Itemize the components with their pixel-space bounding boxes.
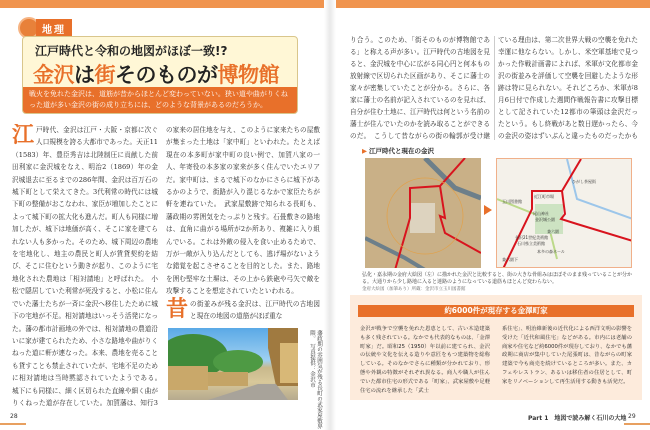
- drop-cap: 江: [12, 124, 35, 148]
- old-map-drawing: [365, 158, 481, 268]
- sidebar-text-2: 系住宅」、明治維新後の近代化による西洋文明の影響を受けた「近代和風住宅」などがある。市内には老舗の商家や住宅など約6000件が現存しており、なかでも藩政期に商店が集中していた尾張町は、昔ながらの町家建築で今も商売を続けているところが多い。また、カフェやレストラン、あるいは移住者の住居として、町家をリノベーションして再生活用する動きも活発だ。: [502, 326, 633, 385]
- nagamachi-photo: [168, 328, 298, 400]
- body-text: 戸時代、金沢は江戸・大阪・京都に次ぐ人口規模を誇る大都市であった。天正11（1583）年、豊臣秀吉は北陸制圧に貢献した前田利家に金沢城をなえ、明治2（1869）年の金沢城退去に至るまでの286年間、金沢は百万石の城下町として栄えてきた。3代利常の時代には城下町の整備がおこなわれ、家臣が増加したことによって城下町の拡大化も進んだ。町人も同様に増加したが、城下は地価が高く、そこに家を建てられない人も多かった。そのため、城下周辺の農地を宅地化し、地主の農民と町人が賃貸契約を結び、そこに住むという動きが起り、このように宅地化された農地は「相対請地」と呼ばれた。 小松で隠居していた利常が死没すると、小松に住んでいた藩士たちが一斉に金沢へ移住したために城下の宅地が不足。相対請地はいっそう活発になった。藩の都市計画地の外では、相対請地の農道沿いに家が建てられたため、小さな路地や曲がりくねった道に軒が連なった。本来、農地を売ることも貸すことも禁止されていたが、宅地不足のために相対請地は当時黙認されていたようである。 城下にも同様に、細く区切られた直線や細く曲がりくねった道が存在していた。加賀藩は、知行3: [12, 126, 158, 407]
- top-band-left: [0, 0, 324, 8]
- caption-text: 弘化・嘉永期の金府大絵図（左）に描かれた金沢と比較すると、街の大きな骨組みはほぼそのまま残っていることが分かる。大通りから少し路地に入ると迷路のようになっている道筋もほとんど変わらない。: [362, 272, 633, 285]
- headline-part: 金沢: [33, 63, 74, 87]
- map-label: 兼六園下: [502, 257, 518, 262]
- body-text: の家来の居住地を与え、このように家来たちの屋敷が集まった土地は「家中町」といわれた。たとえば現在の本多町が家中町の良い例で、加賀八家の一人、年寄役の本多家の家来が多く住んでいたエリアだ。家中町は、まるで城下のなかにさらに城下があるかのようで、街路が入り混じるなかで家臣たちが軒を連ねていた。 武家屋敷跡で知られる長町も、藩政期の雰囲気をたっぷりと残す。石畳敷きの路地は、直角に曲がる場所が2か所あり、複雑に入り組んでいる。これは外敵の侵入を食い止めるためで、万が一敵が入り込んだとしても、逃げ場がないような錯覚を起こさせることを目的とした。また、路地を囲む堅牢な土塀は、その上から鉄砲や弓矢で敵を攻撃することを想定されていたといわれる。: [166, 126, 320, 296]
- body-column-4: [498, 34, 638, 142]
- map-label: 石川県立美術館: [517, 241, 545, 246]
- photo-illustration: [168, 328, 298, 400]
- headline-part: そのものが: [115, 63, 218, 87]
- category-label: 地理: [36, 19, 72, 38]
- map-label: 玉川図書館: [502, 199, 522, 204]
- map-label: 本多の森ホール: [537, 249, 565, 254]
- sidebar-box: [350, 295, 642, 400]
- page-number-right: 29: [628, 413, 636, 420]
- headline-main: [23, 59, 297, 89]
- top-band-right: [336, 0, 650, 8]
- headline-part: 博物館: [217, 63, 279, 87]
- map-label: 金沢城公園: [535, 217, 555, 222]
- old-map: [365, 158, 481, 268]
- body-text: ている理由は、第二次世界大戦の空襲を免れた幸運に他ならない。しかし、米空軍基地で見つかった作戦計画書によれば、米軍が文化都市金沢の街並みを評価して空襲を回避したような形跡は特に見られない。それどころか、米軍が8月6日付で作成した週間作戦報告書に攻撃目標として記されていた12都市の筆頭は金沢だったという。もし終戦があと数日遅かったら、今の金沢の姿はずいぶんと違ったものだったかも: [498, 36, 638, 140]
- footer-part-title: Part 1 地図で読み解く石川の大地: [528, 415, 627, 422]
- photo-caption: [300, 330, 322, 430]
- headline-part: 街: [94, 63, 115, 87]
- map-credit: 金府大絵図（加筆あり）所蔵：金沢市立玉川図書館: [362, 287, 466, 292]
- body-text: の街並みが残る金沢は、江戸時代の古地図と現在の地図の道筋がほぼ重な: [190, 299, 320, 321]
- drop-cap: 昔: [166, 296, 189, 322]
- category-tag: [18, 20, 72, 36]
- photo-credit: 写真提供：金沢市: [309, 343, 315, 388]
- map-heading: ▶ 江戸時代と現在の金沢: [362, 147, 434, 156]
- map-label: 兼六園: [547, 229, 559, 234]
- map-label: 近江町市場: [534, 194, 554, 199]
- page-number-left: 28: [10, 413, 18, 420]
- column-divider: [494, 36, 495, 140]
- footer-line-right: [624, 423, 650, 425]
- lead-text: 戦火を免れた金沢は、道筋が昔からほとんど変わっていない。狭い道や曲がりくねった道が多い金沢の街の成り立ちには、どのような背景があるのだろうか。: [23, 87, 297, 113]
- page-gutter: [324, 0, 336, 430]
- headline-sub: 江戸時代と令和の地図がほぼ一致!?: [35, 44, 228, 58]
- headline-box: [22, 36, 298, 114]
- body-column-3: [350, 34, 490, 142]
- sidebar-text-1: 金沢が戦争で空襲を免れた恩恵として、古い木造建築も多く残されている。なかでも代表的なものは、「金澤町家」だ。昭和25（1950）年以前に建てられ、金沢の伝統や文化を伝える造りや意匠をもつ建築物を総称している。そのなかでさらに種類が分かれており、形態や外観の特徴がそれぞれ異なる。商人や職人が住んでいた都市住宅の形式である「町家」、武家屋敷や足軽住宅の流れを継承した「武士: [360, 326, 490, 394]
- map-label: ひがし茶屋街: [572, 179, 596, 184]
- modern-map: [496, 158, 632, 268]
- headline-part: は: [74, 63, 95, 87]
- caption-text: 藩政期の雰囲気が残る長町の武家屋敷界隈。: [309, 330, 322, 429]
- map-caption: [362, 272, 634, 293]
- arrow-icon: [484, 205, 492, 215]
- map-labels: [497, 159, 632, 268]
- body-column-2: [166, 124, 320, 326]
- body-column-1: [12, 124, 158, 410]
- body-text: り合う。このため、「街そのものが博物館である」と称える声が多い。江戸時代の古地図を見ると、金沢城を中心に広がる同心円と何本もの放射線で区切られた区画があり、そこに藩士の家々が密集していたことが分かる。さらに、各家に藩士の名前が記入されているのを見れば、自分が住む土地に、江戸時代は何という名前の藩士が住んでいたのかを読み取ることができるのだ。 こうして昔ながらの街の輪郭が受け継: [350, 36, 490, 140]
- footer-line-left: [0, 423, 26, 425]
- map-label: 尾山神社: [533, 211, 549, 216]
- map-label: 金沢21世紀美術館: [515, 235, 549, 240]
- sidebar-title: 約6000件が現存する金澤町家: [358, 305, 634, 317]
